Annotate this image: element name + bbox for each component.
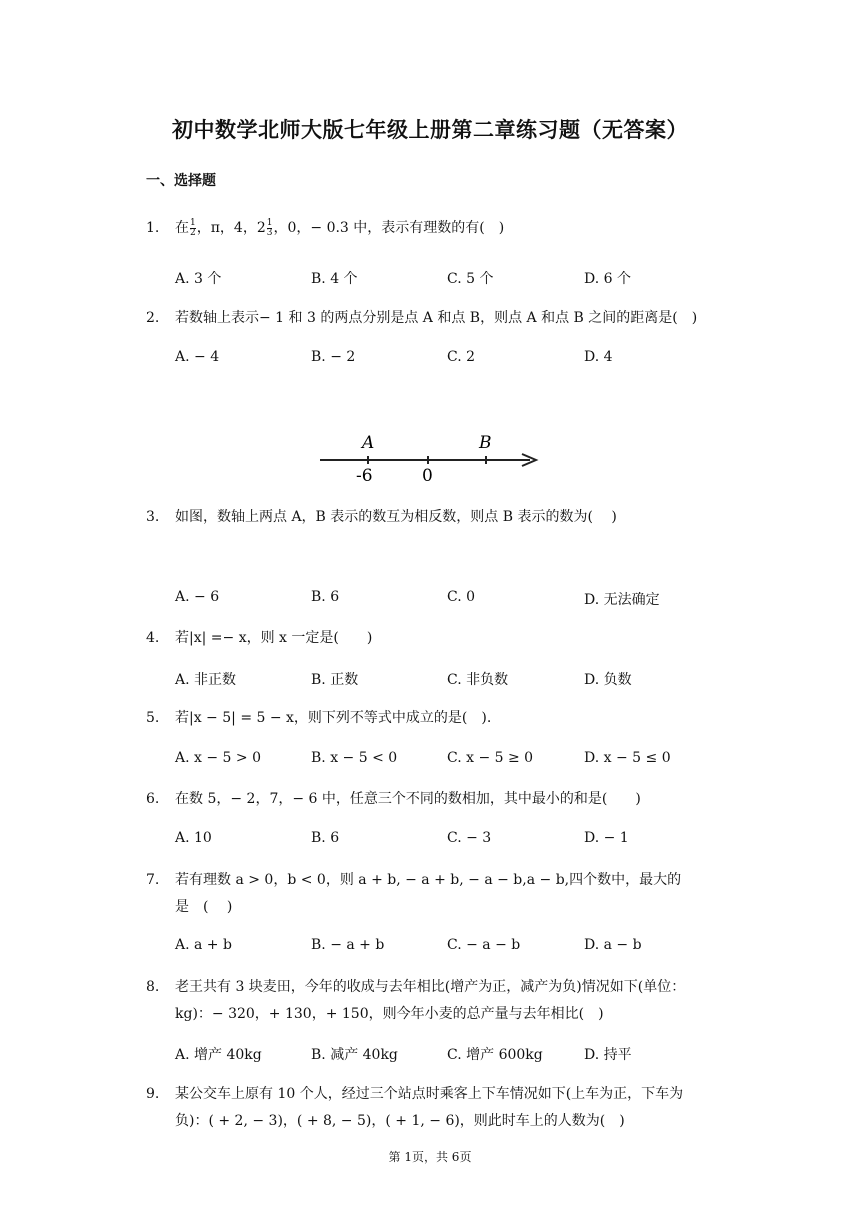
question-stem-line-2: 负)：( + 2, − 3)，( + 8, − 5)，( + 1, − 6)，则此时车上的人数为( ) [175, 1113, 625, 1129]
question-number: 4. [146, 630, 160, 646]
option-a: A. 非正数 [175, 672, 237, 688]
question-stem: 老王共有 3 块麦田，今年的收成与去年相比(增产为正，减产为负)情况如下(单位： [175, 979, 686, 995]
fraction-denominator: 3 [266, 227, 273, 238]
stem-text: ，π，4，2 [196, 220, 266, 236]
question-number: 8. [146, 979, 160, 995]
page-footer: 第 1页，共 6页 [388, 1150, 472, 1164]
question-stem-line-2: 是 ( ) [175, 899, 233, 915]
question-stem: 在数 5，− 2，7，− 6 中，任意三个不同的数相加，其中最小的和是( ) [175, 791, 641, 807]
fraction-denominator: 2 [190, 227, 196, 238]
question-stem: 若有理数 a > 0，b < 0，则 a + b, − a + b, − a − b,a − b,四个数中，最大的 [175, 872, 682, 888]
question-number: 7. [146, 872, 160, 888]
fraction [190, 219, 196, 238]
option-c: C. − a − b [447, 937, 521, 953]
question-number: 5. [146, 710, 160, 726]
option-b: B. 4 个 [311, 271, 358, 287]
point-label-a: A [362, 433, 375, 453]
fraction-numerator: 1 [266, 217, 273, 228]
option-b: B. 正数 [311, 672, 359, 688]
option-c: C. 增产 600kg [447, 1047, 543, 1063]
option-d: D. − 1 [584, 830, 629, 846]
question-number: 9. [146, 1086, 160, 1102]
option-a: A. x − 5 > 0 [175, 750, 261, 766]
question-stem: 某公交车上原有 10 个人，经过三个站点时乘客上下车情况如下(上车为正，下车为 [175, 1086, 684, 1102]
question-stem: 如图，数轴上两点 A，B 表示的数互为相反数，则点 B 表示的数为( ) [175, 509, 617, 525]
option-a: A. − 4 [175, 349, 220, 365]
point-label-b: B [479, 433, 492, 453]
option-a: A. − 6 [175, 589, 220, 605]
number-line-figure [316, 430, 546, 486]
question-number: 3. [146, 509, 160, 525]
question-number: 2. [146, 310, 160, 326]
option-d: D. 4 [584, 349, 613, 365]
option-b: B. 减产 40kg [311, 1047, 398, 1063]
option-d: D. 负数 [584, 672, 632, 688]
option-d: D. 持平 [584, 1047, 632, 1063]
fraction-numerator: 1 [190, 217, 196, 228]
option-d: D. 无法确定 [584, 592, 660, 608]
question-stem: 若|x| =− x，则 x 一定是( ) [175, 630, 373, 646]
option-c: C. 5 个 [447, 271, 494, 287]
option-d: D. x − 5 ≤ 0 [584, 750, 671, 766]
document-title: 初中数学北师大版七年级上册第二章练习题（无答案） [172, 117, 688, 142]
option-c: C. − 3 [447, 830, 492, 846]
option-a: A. a + b [175, 937, 232, 953]
option-a: A. 3 个 [175, 271, 222, 287]
question-number: 6. [146, 791, 160, 807]
section-heading: 一、选择题 [146, 173, 216, 189]
option-a: A. 10 [175, 830, 212, 846]
stem-text: 在 [175, 220, 189, 236]
tick-label-neg6: -6 [356, 466, 373, 486]
option-b: B. 6 [311, 830, 340, 846]
option-c: C. x − 5 ≥ 0 [447, 750, 534, 766]
option-b: B. 6 [311, 589, 340, 605]
option-d: D. 6 个 [584, 271, 631, 287]
question-stem: 若|x − 5| = 5 − x，则下列不等式中成立的是( ). [175, 710, 492, 726]
option-b: B. x − 5 < 0 [311, 750, 398, 766]
question-stem [175, 214, 725, 243]
option-b: B. − 2 [311, 349, 356, 365]
fraction [267, 219, 273, 238]
option-c: C. 0 [447, 589, 476, 605]
tick-label-zero: 0 [422, 466, 433, 486]
option-d: D. a − b [584, 937, 642, 953]
question-number: 1. [146, 220, 160, 236]
option-b: B. − a + b [311, 937, 385, 953]
option-a: A. 增产 40kg [175, 1047, 262, 1063]
question-stem: 若数轴上表示− 1 和 3 的两点分别是点 A 和点 B，则点 A 和点 B 之间的距离是( ) [175, 310, 698, 326]
option-c: C. 2 [447, 349, 476, 365]
stem-text: ，0，− 0.3 中，表示有理数的有( ) [273, 220, 505, 236]
option-c: C. 非负数 [447, 672, 509, 688]
question-stem-line-2: kg)：− 320，+ 130，+ 150，则今年小麦的总产量与去年相比( ) [175, 1006, 604, 1022]
